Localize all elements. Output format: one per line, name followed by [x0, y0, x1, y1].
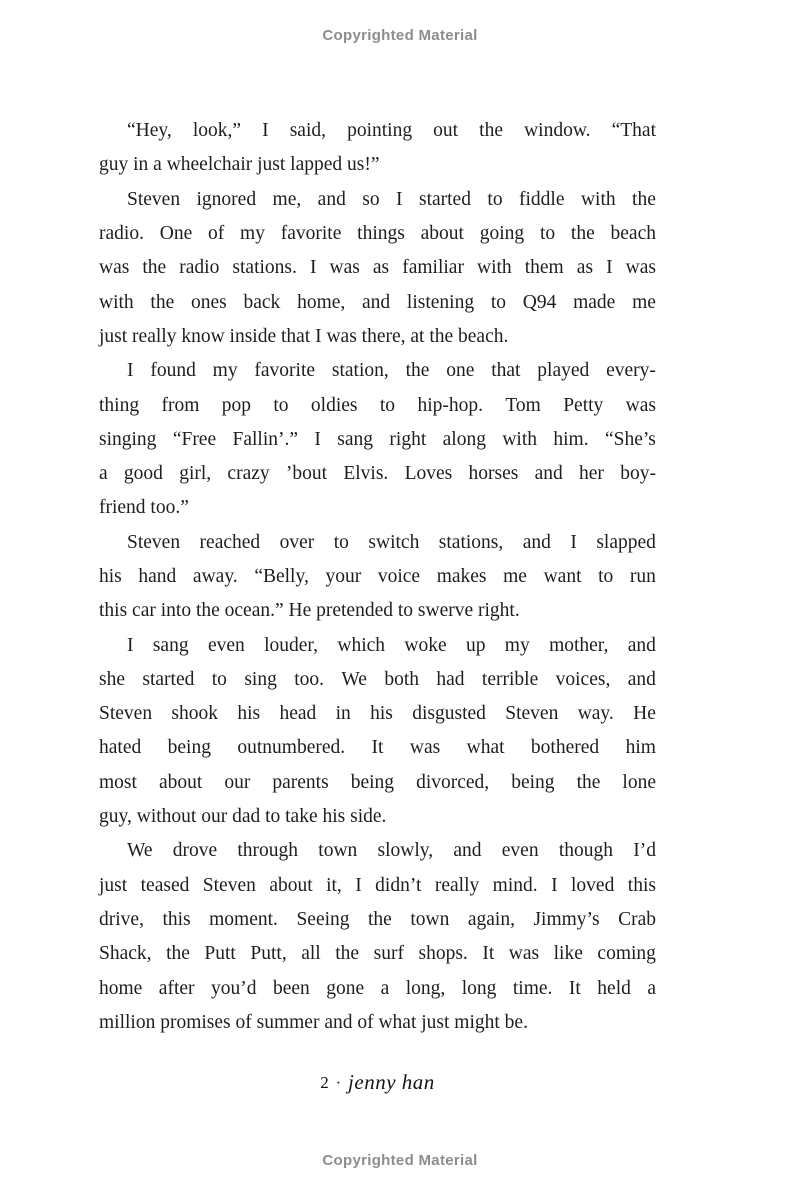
word: girl, — [179, 463, 212, 485]
text-line — [99, 423, 656, 457]
text-line: guy, without our dad to take his side. — [99, 805, 387, 827]
word: up — [465, 634, 486, 656]
word: outnumbered. — [237, 737, 346, 759]
author-name: jenny han — [348, 1070, 435, 1094]
word: me — [503, 566, 527, 587]
word: didn’t — [375, 874, 422, 896]
word: started — [142, 668, 195, 690]
word: disgusted — [412, 703, 486, 725]
word: hated — [99, 737, 142, 759]
word: I — [314, 428, 321, 450]
word: the — [368, 908, 392, 930]
word: to — [490, 291, 507, 313]
word: I — [570, 531, 577, 553]
word: bothered — [530, 737, 600, 759]
word: a — [380, 977, 390, 999]
text-line — [99, 388, 656, 422]
text-line — [99, 457, 656, 491]
footer-separator: · — [335, 1075, 342, 1092]
word: “Hey, — [127, 120, 172, 142]
word: so — [362, 188, 380, 210]
word: Tom — [505, 394, 541, 416]
word: as — [372, 257, 390, 279]
word: you’d — [210, 977, 257, 999]
word: and — [627, 668, 656, 690]
word: our — [224, 771, 251, 793]
word: and — [522, 531, 551, 553]
text-line — [99, 697, 656, 731]
word: Jimmy’s — [533, 908, 600, 930]
word: Steven — [202, 874, 256, 896]
word: I — [127, 634, 134, 656]
word: the — [150, 291, 175, 313]
page-footer — [99, 1070, 656, 1104]
word: I — [355, 874, 362, 896]
word: really — [434, 874, 480, 896]
word: sing — [244, 668, 277, 690]
word: fiddle — [519, 188, 565, 210]
word: the — [142, 257, 167, 279]
text-line — [99, 869, 656, 903]
word: to — [598, 566, 614, 587]
word: singing — [99, 428, 157, 450]
word: a — [99, 463, 108, 485]
word: switch — [368, 531, 420, 553]
word: I — [551, 874, 558, 896]
word: right — [389, 428, 427, 450]
word: good — [123, 463, 163, 485]
word: hand — [138, 566, 177, 587]
text-line — [99, 971, 656, 1005]
word: had — [436, 668, 465, 690]
text-line — [99, 766, 656, 800]
word: the — [335, 943, 360, 965]
word: makes — [436, 566, 487, 587]
word: back — [243, 291, 281, 313]
word: voice — [377, 566, 421, 587]
word: a — [647, 977, 656, 999]
word: gone — [326, 977, 365, 999]
word: ’bout — [285, 463, 328, 485]
word: “She’s — [604, 428, 656, 450]
word: louder, — [264, 634, 319, 656]
word: ignored — [196, 188, 257, 210]
word: him. — [553, 428, 589, 450]
word: his — [99, 566, 122, 587]
word: oldies — [310, 394, 358, 416]
word: through — [237, 840, 299, 862]
word: loved — [571, 874, 615, 896]
word: crazy — [227, 463, 270, 485]
word: terrible — [481, 668, 539, 690]
word: ones — [191, 291, 227, 313]
word: me — [632, 291, 656, 313]
word: Elvis. — [343, 463, 389, 485]
word: and — [453, 840, 482, 862]
word: the — [576, 771, 601, 793]
word: “Free — [172, 428, 217, 450]
word: me, — [272, 188, 302, 210]
word: about — [269, 874, 313, 896]
word: to — [273, 394, 289, 416]
word: this — [627, 874, 656, 896]
word: shops. — [418, 943, 468, 965]
word: town — [410, 908, 450, 930]
text-line: friend too.” — [99, 497, 189, 519]
word: Fallin’.” — [232, 428, 299, 450]
word: with — [99, 291, 134, 313]
word: town — [318, 840, 358, 862]
text-line: this car into the ocean.” He pretended to swerve right. — [99, 600, 520, 622]
word: this — [162, 908, 191, 930]
word: was — [409, 737, 441, 759]
word: my — [212, 360, 238, 382]
word: long — [461, 977, 497, 999]
word: it, — [326, 874, 342, 896]
word: head — [279, 703, 317, 725]
word: mind. — [492, 874, 538, 896]
word: with — [580, 188, 616, 210]
word: with — [477, 257, 512, 279]
word: voices, — [555, 668, 611, 690]
word: radio. — [99, 223, 144, 245]
word: just — [99, 874, 128, 896]
word: Steven — [127, 531, 181, 553]
word: and — [534, 463, 563, 485]
word: We — [341, 668, 367, 690]
text-line — [99, 526, 656, 560]
word: listening — [406, 291, 475, 313]
text-line — [99, 217, 656, 251]
word: thing — [99, 394, 140, 416]
text-line — [99, 663, 656, 697]
word: my — [240, 223, 265, 245]
word: most — [99, 771, 137, 793]
word: again, — [467, 908, 515, 930]
word: coming — [597, 943, 656, 965]
word: which — [337, 634, 386, 656]
word: being — [167, 737, 211, 759]
text-line: million promises of summer and of what just might be. — [99, 1011, 528, 1033]
word: Steven — [505, 703, 559, 725]
word: was — [625, 394, 656, 416]
word: run — [629, 566, 656, 587]
word: and — [317, 188, 346, 210]
word: hip-hop. — [417, 394, 483, 416]
word: Putt — [204, 943, 236, 965]
word: Putt, — [250, 943, 287, 965]
word: teased — [140, 874, 190, 896]
text-line — [99, 731, 656, 765]
text-line — [99, 354, 656, 388]
word: reached — [199, 531, 261, 553]
word: and — [362, 291, 391, 313]
word: being — [511, 771, 555, 793]
word: to — [211, 668, 227, 690]
word: one — [446, 360, 475, 382]
word: in — [335, 703, 351, 725]
word: Petty — [563, 394, 604, 416]
word: from — [161, 394, 200, 416]
word: parents — [272, 771, 329, 793]
body-text-block — [99, 114, 656, 1040]
word: being — [350, 771, 395, 793]
text-line — [99, 285, 656, 319]
word: I — [262, 120, 269, 142]
word: Q94 — [522, 291, 557, 313]
word: Steven — [99, 703, 153, 725]
word: drove — [172, 840, 218, 862]
word: about — [420, 223, 464, 245]
word: every- — [606, 360, 656, 382]
text-line — [99, 834, 656, 868]
word: It — [568, 977, 581, 999]
word: she — [99, 668, 125, 690]
word: after — [158, 977, 195, 999]
word: boy- — [620, 463, 656, 485]
word: was — [99, 257, 130, 279]
word: said, — [289, 120, 326, 142]
word: sang — [337, 428, 374, 450]
word: held — [597, 977, 631, 999]
word: drive, — [99, 908, 144, 930]
word: though — [558, 840, 613, 862]
word: of — [208, 223, 225, 245]
word: with — [502, 428, 537, 450]
word: the — [166, 943, 190, 965]
word: his — [370, 703, 393, 725]
word: We — [127, 840, 153, 862]
word: familiar — [402, 257, 464, 279]
word: along — [442, 428, 486, 450]
text-line — [99, 183, 656, 217]
word: slapped — [596, 531, 656, 553]
word: I — [127, 360, 134, 382]
word: divorced, — [416, 771, 490, 793]
word: pointing — [347, 120, 413, 142]
word: look,” — [192, 120, 242, 142]
word: to — [539, 223, 556, 245]
word: the — [570, 223, 595, 245]
word: sang — [152, 634, 189, 656]
word: and — [627, 634, 656, 656]
word: “Belly, — [254, 566, 309, 587]
word: pop — [221, 394, 251, 416]
word: stations, — [438, 531, 504, 553]
word: home — [99, 977, 143, 999]
word: him — [625, 737, 656, 759]
word: shook — [171, 703, 219, 725]
text-line — [99, 114, 656, 148]
word: started — [418, 188, 471, 210]
word: was — [508, 943, 540, 965]
word: even — [501, 840, 539, 862]
word: He — [633, 703, 656, 725]
word: to — [487, 188, 503, 210]
word: I — [606, 257, 613, 279]
word: moment. — [209, 908, 278, 930]
word: long, — [405, 977, 446, 999]
word: out — [433, 120, 459, 142]
text-line: guy in a wheelchair just lapped us!” — [99, 154, 380, 176]
word: I’d — [633, 840, 656, 862]
word: stations. — [232, 257, 297, 279]
word: my — [504, 634, 530, 656]
text-line: just really know inside that I was there, at the beach. — [99, 325, 509, 347]
word: going — [479, 223, 525, 245]
text-line — [99, 251, 656, 285]
word: made — [573, 291, 616, 313]
word: “That — [611, 120, 656, 142]
word: like — [553, 943, 583, 965]
page-number: 2 — [320, 1073, 329, 1092]
word: time. — [512, 977, 553, 999]
word: home, — [297, 291, 346, 313]
text-line — [99, 628, 656, 662]
word: even — [207, 634, 245, 656]
word: favorite — [280, 223, 342, 245]
word: to — [379, 394, 396, 416]
word: It — [482, 943, 495, 965]
word: surf — [373, 943, 404, 965]
word: all — [301, 943, 321, 965]
word: the — [405, 360, 430, 382]
word: as — [576, 257, 594, 279]
word: Steven — [127, 188, 181, 210]
word: station, — [331, 360, 389, 382]
word: way. — [577, 703, 614, 725]
text-line — [99, 560, 656, 594]
word: her — [579, 463, 604, 485]
word: want — [543, 566, 582, 587]
word: One — [159, 223, 193, 245]
word: Crab — [618, 908, 656, 930]
word: mother, — [549, 634, 609, 656]
word: radio — [179, 257, 220, 279]
word: to — [333, 531, 349, 553]
word: away. — [192, 566, 238, 587]
word: Loves — [404, 463, 453, 485]
text-line — [99, 937, 656, 971]
word: his — [237, 703, 261, 725]
copyright-notice-top: Copyrighted Material — [322, 27, 478, 44]
word: about — [158, 771, 203, 793]
word: your — [325, 566, 362, 587]
word: woke — [404, 634, 447, 656]
word: I — [396, 188, 403, 210]
word: played — [537, 360, 590, 382]
word: the — [479, 120, 503, 142]
word: found — [150, 360, 196, 382]
word: was — [329, 257, 360, 279]
word: the — [632, 188, 656, 210]
word: I — [309, 257, 317, 279]
text-line — [99, 903, 656, 937]
word: Seeing — [296, 908, 350, 930]
word: that — [491, 360, 521, 382]
word: window. — [524, 120, 591, 142]
word: Shack, — [99, 943, 152, 965]
word: horses — [468, 463, 519, 485]
copyright-notice-bottom: Copyrighted Material — [322, 1152, 478, 1169]
word: was — [625, 257, 656, 279]
word: over — [279, 531, 315, 553]
word: It — [371, 737, 384, 759]
word: too. — [294, 668, 325, 690]
word: both — [384, 668, 419, 690]
word: what — [466, 737, 505, 759]
word: beach — [610, 223, 656, 245]
word: lone — [622, 771, 656, 793]
word: them — [524, 257, 564, 279]
word: been — [272, 977, 310, 999]
word: slowly, — [377, 840, 434, 862]
word: things — [357, 223, 405, 245]
word: favorite — [254, 360, 316, 382]
